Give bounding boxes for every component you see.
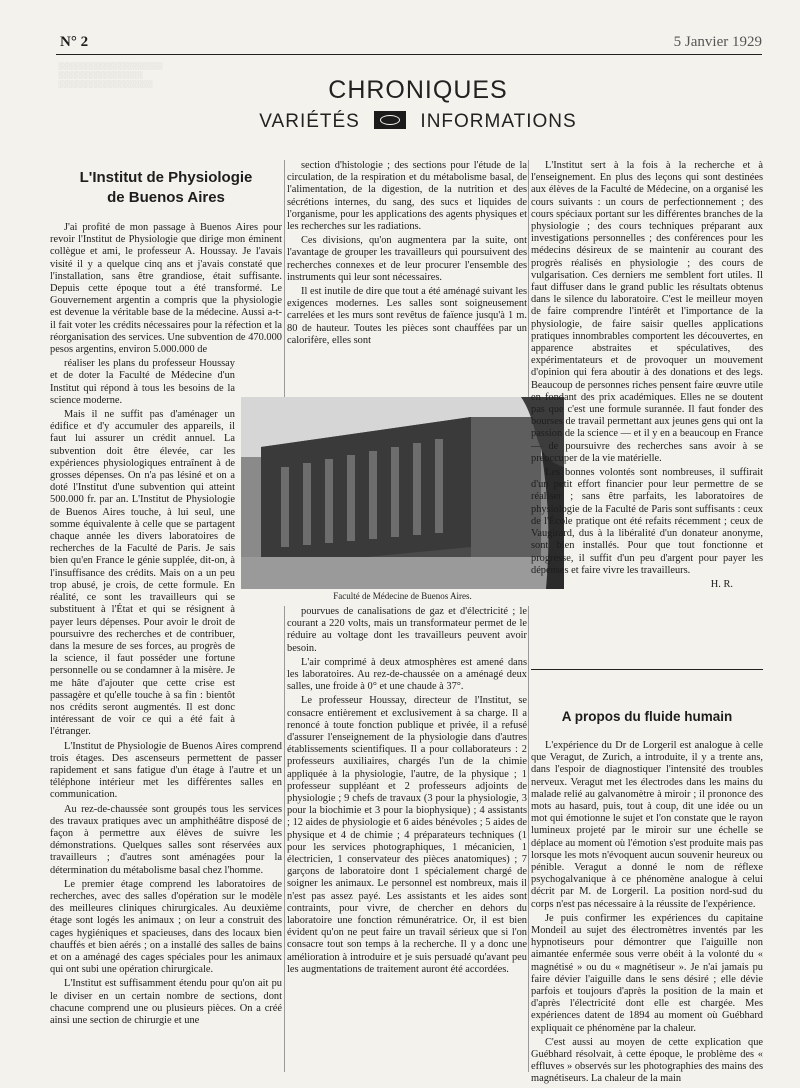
paragraph: pourvues de canalisations de gaz et d'électricité ; le courant a 220 volts, mais un transformateur permet de le réduire au voltage dont les travailleurs peuvent avoir besoin. xyxy=(287,606,527,654)
column-divider xyxy=(528,160,529,397)
photo-caption: Faculté de Médecine de Buenos Aires. xyxy=(333,591,472,601)
paragraph: Il est inutile de dire que tout a été aménagé suivant les exigences modernes. Les salles sont soigneusement carrelées et les murs sont revêtus de faïence jusqu'à 1 m. 80 de hauteur. Toutes les pièces sont chauffées par un calorifère, elles sont xyxy=(287,286,527,346)
masthead xyxy=(228,76,608,133)
column-divider xyxy=(284,160,285,397)
article2-column xyxy=(531,708,763,1088)
column-divider xyxy=(284,606,285,1072)
paragraph: Au rez-de-chaussée sont groupés tous les services des travaux pratiques avec un amphithéâtre disposé de façon à permettre aux élèves de suivre les démonstrations. Quelques salles sont réservées aux travailleurs ; d'autres sont aménagées pour la détermination du métabolisme basal chez l'homme. xyxy=(50,803,282,876)
section-rule xyxy=(531,669,763,670)
issue-number: N° 2 xyxy=(60,34,89,50)
ornament-icon xyxy=(374,111,406,129)
author-signature: H. R. xyxy=(710,578,733,590)
paragraph: Le premier étage comprend les laboratoires de recherches, avec des salles d'opération sur le modèle des meilleures cliniques chirurgicales. Au deuxième étage sont logés les animaux ; on leur a construit des cages hygiéniques et spacieuses, dans des locaux bien chauffés et bien aérés ; on a installé des salles de bains et on a aménagé des cages spéciales pour les animaux qui ont subi une opération chirurgicale. xyxy=(50,878,282,976)
paragraph: L'Institut sert à la fois à la recherche et à l'enseignement. En plus des leçons qui sont destinées aux élèves de la Faculté de Médecine, on a organisé les cours suivants : un cours de perfectionnement ; des cours spéciaux portant sur les différentes branches de la physiologie ; des cours techniques préparant aux investigations personnelles ; des conférences pour les médecins désireux de se maintenir au courant des progrès réalisés en physiologie ; des cours de vulgarisation. Ces derniers me semblent fort utiles. Il faut diffuser dans le grand public les résultats obtenus dans le silence du laboratoire. C'est le meilleur moyen de faire comprendre l'intérêt et l'importance de la physiologie, de faire saisir quelles applications pratiques innombrables comportent les découvertes, en apparence abstraites et spéculatives, des expérimentateurs et de provoquer un mouvement d'opinion qui fera aboutir à des donations et des legs. Beaucoup de personnes riches pensent faire œuvre utile en fondant des prix académiques. Elles ne se doutent pas que c'est une formule surannée. Il faut fonder des bourses de travail permettant aux jeunes gens qui ont la passion de la science — et il y en a beaucoup en France — de poursuivre des recherches sans avoir à se préoccuper de la vie matérielle. xyxy=(531,160,763,464)
paragraph: Ces divisions, qu'on augmentera par la suite, ont l'avantage de grouper les travailleurs qui poursuivent des recherches connexes et de leur procurer l'ensemble des instruments qui leur sont nécessaires. xyxy=(287,235,527,283)
masthead-subline xyxy=(228,111,608,133)
masthead-informations: INFORMATIONS xyxy=(420,111,577,132)
paragraph: L'expérience du Dr de Lorgeril est analogue à celle que Veragut, de Zurich, a introduite, il y a trente ans, dans l'espoir de diagnostiquer l'intensité des troubles nerveux. Veragut met les électrodes dans les mains du malade relié au galvanomètre à miroir ; il prononce des mots au hasard, puis, tout à coup, dit une idée ou un mot qui émotionne le sujet et l'on constate que le rayon lumineux projeté par le miroir sur une échelle se déplace au moment où l'émotion s'est produite mais pas lorsque les mots n'évoquent aucun souvenir heureux ou pénible. Veragut a donné le nom de réflexe psychogalvanique à ce phénomène analogue à celui décrit par M. de Lorgeril. La position nord-sud du corps n'est pas nécessaire à la réussite de l'expérience. xyxy=(531,740,763,910)
paragraph: J'ai profité de mon passage à Buenos Aires pour revoir l'Institut de Physiologie que dirige mon éminent collègue et ami, le professeur A. Houssay. Je l'avais visité il y a quelque cinq ans et j'avais constaté que l'installation, sans être grandiose, était suffisante. Depuis cette époque tout a été transformé. Le Gouvernement argentin a compris que la physiologie est devenue la véritable base de la médecine. Aussi a-t-il fait voter les crédits nécessaires pour la réfection et la réorganisation des services. Une subvention de 470.000 pesos argentins, environ 5.000.000 de xyxy=(50,222,282,356)
paragraph: Mais il ne suffit pas d'aménager un édifice et d'y accumuler des appareils, il faut lui assurer un crédit annuel. La subvention doit être élevée, car les expériences physiologiques entraînent à de grosses dépenses. On n'a pas lésiné et on a doté l'Institut d'une subvention qui atteint 500.000 fr. par an. L'Institut de Physiologie de Buenos Aires touche, à lui seul, une somme équivalente à celle que se partagent chaque année les divers laboratoires de recherches de la Faculté de Paris. Je sais bien qu'en France le génie supplée, dit-on, à l'insuffisance des crédits. Mais on a un peu trop abusé, je crois, de cette formule. En réalité, ce sont les travailleurs qui se substituent à l'État et qui se résignent à payer leurs dépenses. Pour avoir le droit de poursuivre des recherches et de contribuer, dans la mesure de ses forces, au progrès de la science, il faut posséder une fortune personnelle ou se condamner à la misère. Je me hâte d'ajouter que cette crise est passagère et qu'elle touche à sa fin : bientôt nos crédits seront augmentés. Il est donc intéressant de voir ce qui a été fait à l'étranger. xyxy=(50,409,235,738)
paragraph: L'Institut est suffisamment étendu pour qu'on ait pu le diviser en un certain nombre de sections, dont chacune comprend une ou plusieurs pièces. On a créé ainsi une section de chirurgie et une xyxy=(50,978,282,1026)
paragraph: L'air comprimé à deux atmosphères est amené dans les laboratoires. Au rez-de-chaussée on a aménagé deux salles, une froide à 0° et une chaude à 37°. xyxy=(287,656,527,693)
masthead-chroniques: CHRONIQUES xyxy=(328,76,508,104)
paragraph: C'est aussi au moyen de cette explication que Guébhard résolvait, à cette époque, le problème des « effluves » observés sur les photographies des mains des magnétiseurs. La chaleur de la main xyxy=(531,1036,763,1085)
paragraph: Je puis confirmer les expériences du capitaine Mondeil au sujet des électromètres inventés par les hypnotiseurs pour démontrer que l'aiguille non aimantée enfermée sous verre obéit à la volonté du « magnétisé » ou du « magnétiseur ». Je n'ai jamais pu faire dévier l'aiguille dans le sens désiré ; elle dévie parfois et toujours d'après la position de la main et d'après l'électricité dont elle est chargée. Mes expériences datent de 1894 au moment où Guébhard expliquait ce phénomène par la chaleur. xyxy=(531,912,763,1034)
issue-date: 5 Janvier 1929 xyxy=(673,34,762,50)
article-column-3 xyxy=(531,160,763,591)
paragraph: L'Institut de Physiologie de Buenos Aires comprend trois étages. Des ascenseurs permettent de passer rapidement et sans fatigue d'un étage à l'autre et un téléphone intérieur met les différentes salles en communication. xyxy=(50,740,282,801)
masthead-varietes: VARIÉTÉS xyxy=(259,111,360,132)
page-header xyxy=(56,34,762,54)
article2-title: A propos du fluide humain xyxy=(561,709,733,724)
column-divider xyxy=(528,606,529,1072)
building-photo xyxy=(241,397,564,589)
article-title: L'Institut de Physiologie de Buenos Aires xyxy=(79,169,253,206)
article-column-2-bottom xyxy=(287,606,527,978)
paragraph: Les bonnes volontés sont nombreuses, il suffirait d'un petit effort financier pour leur permettre de se réaliser ; sans être parfaits, les laboratoires de physiologie de la Faculté de Paris sont suffisants : ceux de l'École pratique ont été refaits récemment ; ceux de Vaugirard, dus à la libéralité d'un donateur anonyme, sont bien installés. Pour que tout fonctionne et progresse, il suffit d'un peu d'argent pour payer les dépenses et faire vivre les travailleurs. xyxy=(531,467,763,576)
paragraph: réaliser les plans du professeur Houssay et de doter la Faculté de Médecine d'un Institut qui répond à tous les besoins de la science moderne. xyxy=(50,358,235,406)
paragraph: section d'histologie ; des sections pour l'étude de la circulation, de la respiration et du métabolisme basal, de l'alimentation, de la digestion, de la nutrition et des sécrétions internes, du sang, des sucs et liquides de l'organisme, pour les applications des agents physiques et les recherches sur les radiations. xyxy=(287,160,527,233)
article-column-2-top xyxy=(287,160,527,349)
header-rule xyxy=(56,54,762,55)
bleed-through-text: ░░░░░░░░░░░░░░░░░░░░░ ░░░░░░░░░░░░░░░░░ ░░░░░░░░░░░░░░░░░░░ xyxy=(58,62,163,88)
paragraph: Le professeur Houssay, directeur de l'Institut, se consacre entièrement et exclusivement à sa charge. Il a renoncé à toute fonction publique et privée, il a refusé d'assurer l'enseignement de la physiologie dans d'autres établissements scientifiques. Il a pour collaborateurs : 2 professeurs auxiliaires, chargés l'un de la chimie appliquée à la physiologie, l'autre, de la physique ; 1 professeur suppléant et 2 professeurs adjoints de physiologie ; 9 chefs de travaux (3 pour la physiologie, 3 pour la biochimie et 3 pour la biophysique) ; 4 assistants ; 12 aides de physiologie et 6 aides bénévoles ; 5 aides de physique et 4 de chimie ; 4 préparateurs techniques (1 pour les services photographiques, 1 mécanicien, 1 électricien, 1 conservateur des pièces anatomiques) ; 7 garçons de laboratoire dont 1 spécialement chargé de soigner les animaux. Le personnel est nombreux, mais il n'est pas assez payé. Les assistants et les aides sont contraints, pour vivre, de chercher en dehors du laboratoire une fonction rémunératrice. Or, il est bien évident qu'on ne peut faire un travail sérieux que si l'on consacre tout son temps à la recherche. Il y a donc une amélioration à introduire et je suis persuadé qu'avant peu les augmentations de traitement auront été accordées. xyxy=(287,695,527,975)
